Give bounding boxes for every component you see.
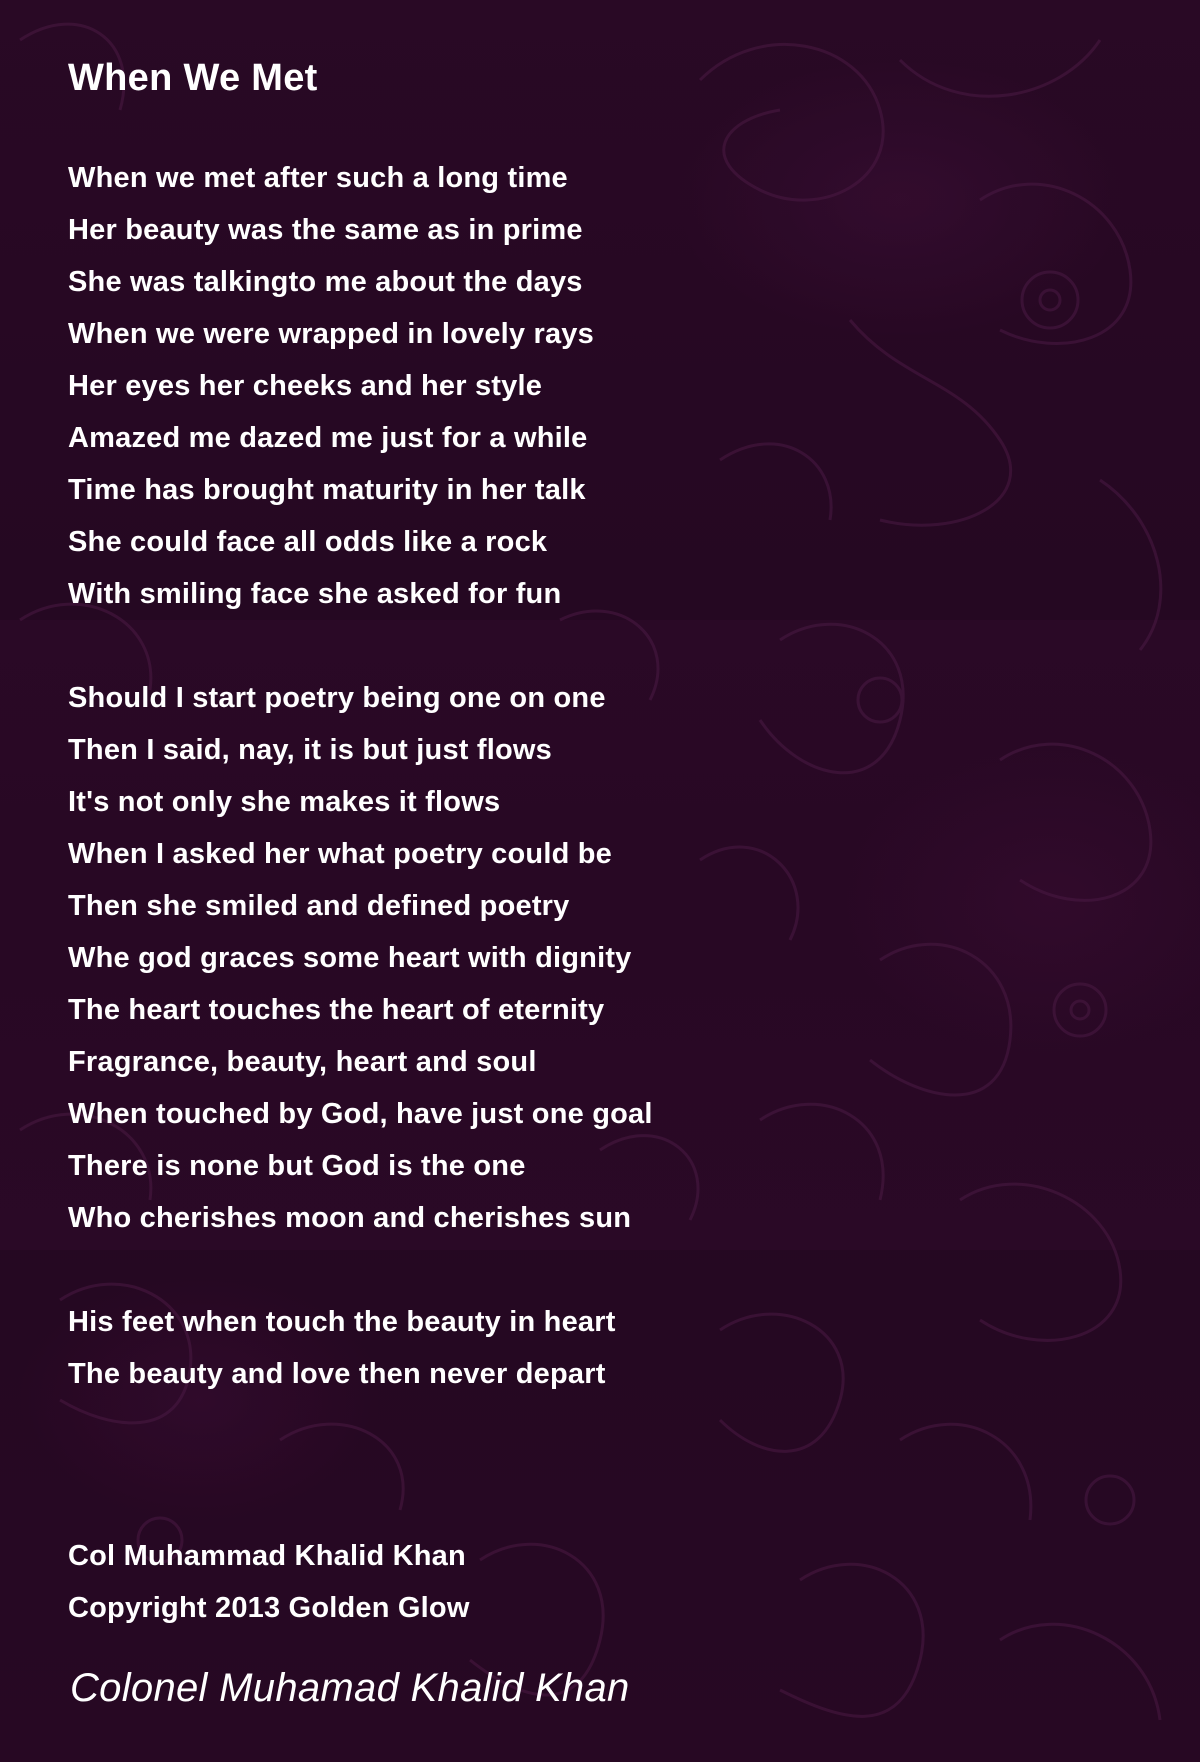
poem-line: She could face all odds like a rock: [68, 526, 548, 558]
poem-content: [68, 48, 1148, 1634]
author-signature: Colonel Muhamad Khalid Khan: [70, 1666, 630, 1710]
stanza-3: [68, 1296, 1148, 1400]
poem-line: Whe god graces some heart with dignity: [68, 942, 632, 974]
poem-line: When we met after such a long time: [68, 162, 568, 194]
poem-line: Who cherishes moon and cherishes sun: [68, 1202, 632, 1234]
poem-line: His feet when touch the beauty in heart: [68, 1306, 616, 1338]
poem-line: Her beauty was the same as in prime: [68, 214, 583, 246]
credit-copyright: Copyright 2013 Golden Glow: [68, 1592, 470, 1624]
poem-line: With smiling face she asked for fun: [68, 578, 562, 610]
poem-line: Fragrance, beauty, heart and soul: [68, 1046, 537, 1078]
poem-line: Then she smiled and defined poetry: [68, 890, 570, 922]
poem-line: When touched by God, have just one goal: [68, 1098, 653, 1130]
poem-line: Should I start poetry being one on one: [68, 682, 606, 714]
poem-line: Her eyes her cheeks and her style: [68, 370, 543, 402]
poem-line: Amazed me dazed me just for a while: [68, 422, 588, 454]
stanza-2: [68, 672, 1148, 1244]
credit-author: Col Muhammad Khalid Khan: [68, 1540, 466, 1572]
poem-line: It's not only she makes it flows: [68, 786, 501, 818]
poem-line: There is none but God is the one: [68, 1150, 526, 1182]
poem-line: When we were wrapped in lovely rays: [68, 318, 594, 350]
poem-line: Then I said, nay, it is but just flows: [68, 734, 553, 766]
poem-title: When We Met: [68, 57, 318, 99]
poem-line: The heart touches the heart of eternity: [68, 994, 605, 1026]
poem-line: The beauty and love then never depart: [68, 1358, 606, 1390]
poem-line: When I asked her what poetry could be: [68, 838, 612, 870]
poem-line: She was talkingto me about the days: [68, 266, 583, 298]
stanza-1: [68, 152, 1148, 620]
poem-credits: [68, 1530, 1148, 1634]
poem-line: Time has brought maturity in her talk: [68, 474, 586, 506]
